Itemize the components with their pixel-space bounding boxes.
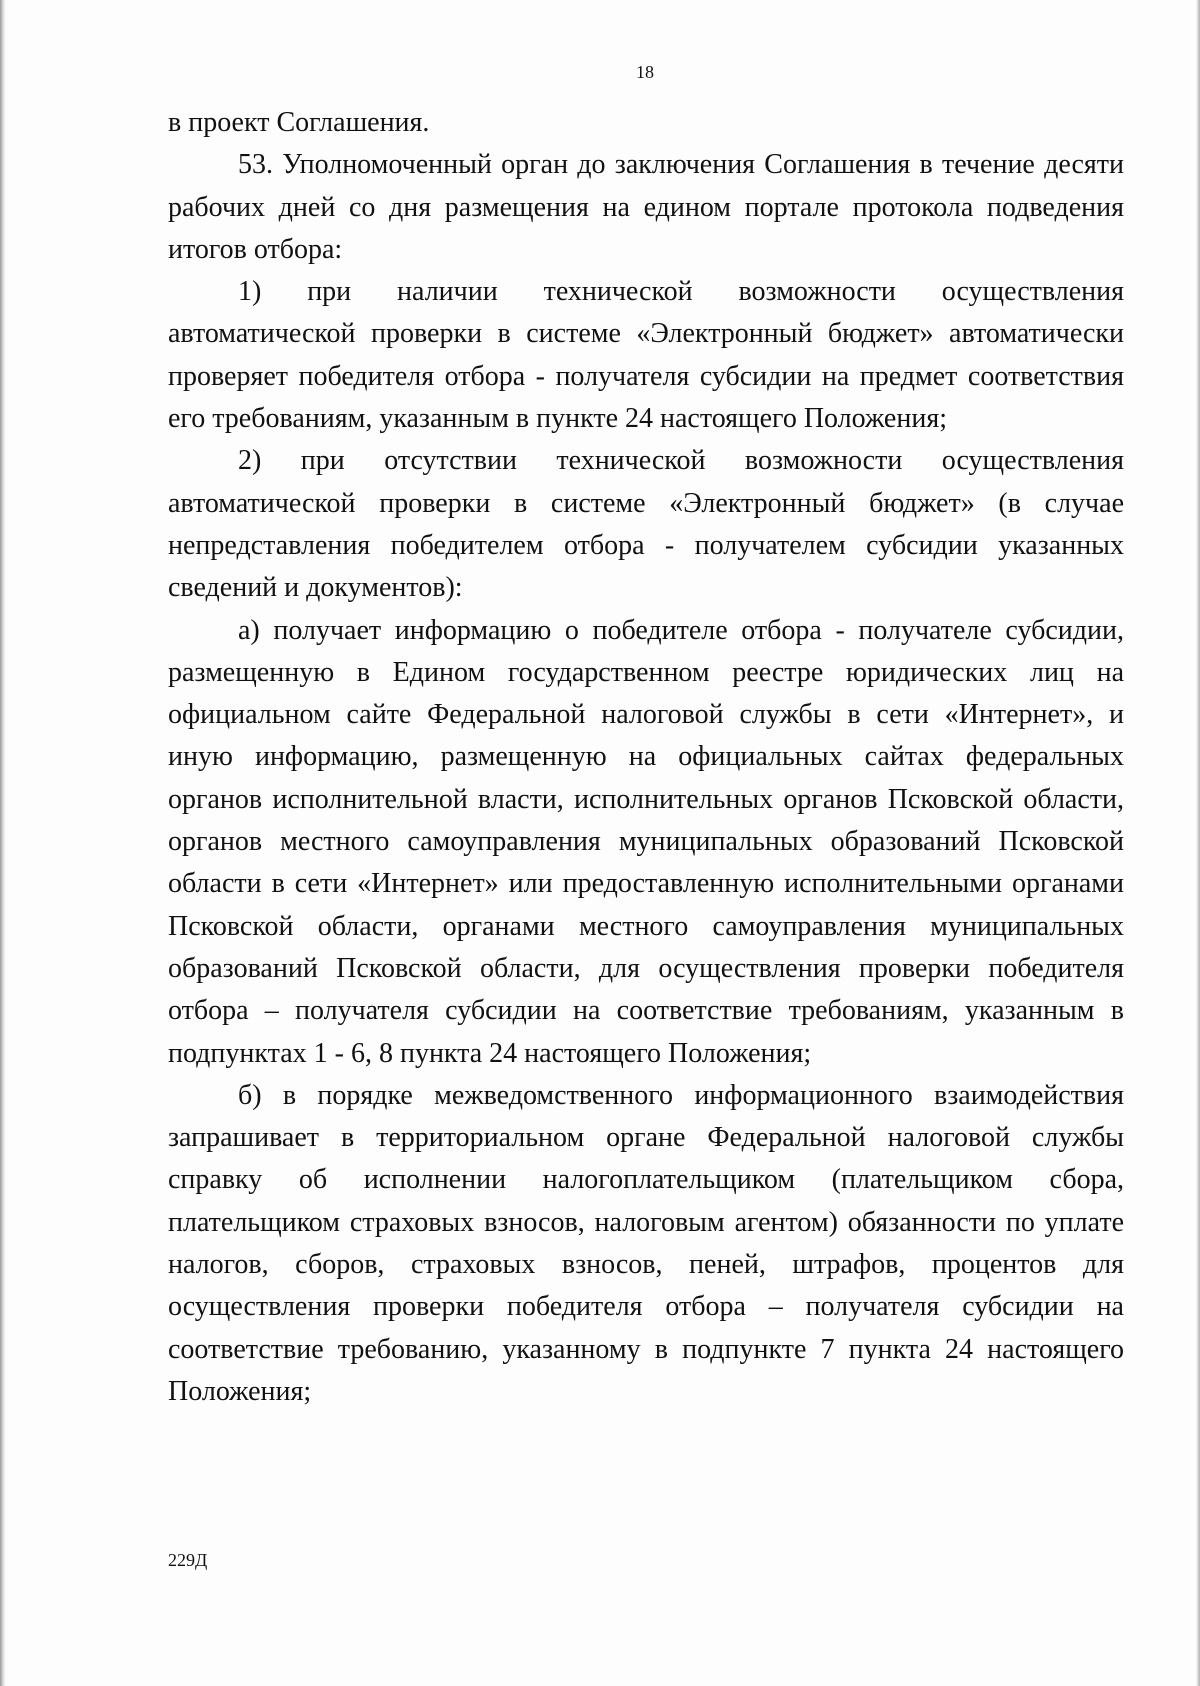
scan-edge-left: [0, 0, 6, 1686]
paragraph-subitem-1: 1) при наличии технической возможности осуществления автоматической проверки в системе «Электронный бюджет» автоматически проверяет победителя отбора - получателя субсидии на предмет соответствия его требованиям, указанным в пункте 24 настоящего Положения;: [168, 276, 1124, 435]
scan-edge-right: [1196, 0, 1200, 1686]
paragraph-continuation: в проект Соглашения.: [168, 107, 430, 138]
paragraph-subitem-2: 2) при отсутствии технической возможности осуществления автоматической проверки в системе «Электронный бюджет» (в случае непредставления победителем отбора - получателем субсидии указанных сведений и документов):: [168, 445, 1124, 604]
page-number: 18: [636, 62, 654, 82]
paragraph-subitem-b: б) в порядке межведомственного информационного взаимодействия запрашивает в территориальном органе Федеральной налоговой службы справку об исполнении налогоплательщиком (плательщиком сбора, плательщиком страховых взносов, налоговым агентом) обязанности по уплате налогов, сборов, страховых взносов, пеней, штрафов, процентов для осуществления проверки победителя отбора – получателя субсидии на соответствие требованию, указанному в подпункте 7 пункта 24 настоящего Положения;: [168, 1079, 1124, 1407]
document-body: [168, 102, 1124, 1413]
footer-document-code: 229Д: [168, 1550, 208, 1570]
paragraph-subitem-a: а) получает информацию о победителе отбора - получателе субсидии, размещенную в Едином государственном реестре юридических лиц на официальном сайте Федеральной налоговой службы в сети «Интернет», и иную информацию, размещенную на официальных сайтах федеральных органов исполнительной власти, исполнительных органов Псковской области, органов местного самоуправления муниципальных образований Псковской области в сети «Интернет» или предоставленную исполнительными органами Псковской области, органами местного самоуправления муниципальных образований Псковской области, для осуществления проверки победителя отбора – получателя субсидии на соответствие требованиям, указанным в подпунктах 1 - 6, 8 пункта 24 настоящего Положения;: [168, 614, 1124, 1069]
paragraph-item-53: 53. Уполномоченный орган до заключения Соглашения в течение десяти рабочих дней со дня размещения на едином портале протокола подведения итогов отбора:: [168, 149, 1124, 265]
